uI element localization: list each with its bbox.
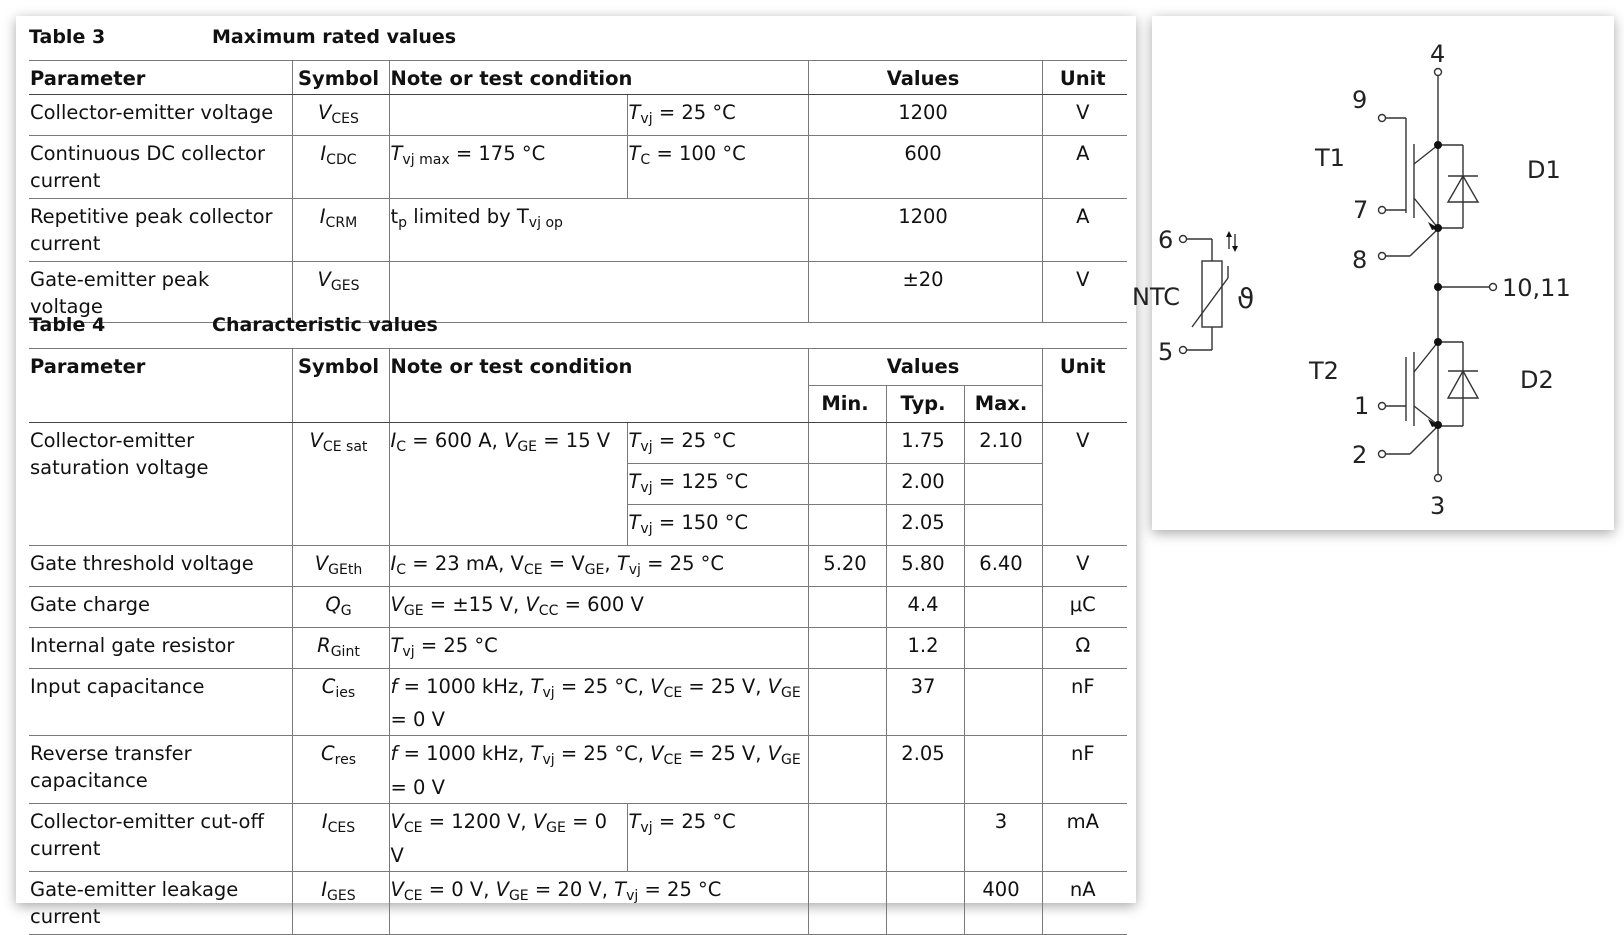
symbol-cell: $I_{CRM}$ xyxy=(292,198,389,261)
header-note: Note or test condition xyxy=(389,61,808,95)
unit-cell: V xyxy=(1042,423,1127,546)
typ-cell xyxy=(886,804,964,872)
pin-2-label: 2 xyxy=(1352,441,1368,469)
ntc-label: NTC xyxy=(1132,283,1180,311)
symbol-cell: $V_{CE sat}$ xyxy=(292,423,389,546)
table3-header-row xyxy=(29,61,1127,95)
condition-cell: $I_C = 23$ mA, $V_{CE} = V_{GE}$, $T_{vj} = 25$ °C xyxy=(389,545,808,586)
symbol-cell: $C_{res}$ xyxy=(292,736,389,804)
header-note: Note or test condition xyxy=(389,349,808,423)
table-row xyxy=(29,198,1127,261)
table-row xyxy=(29,627,1127,668)
param-cell: Internal gate resistor xyxy=(29,627,292,668)
max-cell: 2.10 xyxy=(964,423,1042,464)
header-unit: Unit xyxy=(1042,349,1127,423)
t2-label: T2 xyxy=(1309,357,1339,385)
header-values: Values xyxy=(808,61,1042,95)
typ-cell: 4.4 xyxy=(886,586,964,627)
unit-cell: Ω xyxy=(1042,627,1127,668)
max-cell xyxy=(964,463,1042,504)
typ-cell: 2.05 xyxy=(886,736,964,804)
param-cell: Collector-emitter cut-off current xyxy=(29,804,292,872)
unit-cell: A xyxy=(1042,198,1127,261)
max-cell xyxy=(964,504,1042,545)
unit-cell: A xyxy=(1042,135,1127,198)
condition-cell: $V_{CE} = 1200$ V, $V_{GE} = 0$ V xyxy=(389,804,627,872)
header-values: Values xyxy=(808,349,1042,386)
min-cell xyxy=(808,463,886,504)
circuit-diagram xyxy=(1132,16,1614,530)
theta-label: ϑ xyxy=(1237,282,1255,315)
symbol-cell: $V_{GEth}$ xyxy=(292,545,389,586)
header-unit: Unit xyxy=(1042,61,1127,95)
min-cell xyxy=(808,586,886,627)
condition-cell: $T_{vj} = 25$ °C xyxy=(389,627,808,668)
table-row xyxy=(29,261,1127,322)
value-cell: 1200 xyxy=(808,95,1042,136)
param-cell: Gate-emitter peak voltage xyxy=(29,261,292,322)
d1-label: D1 xyxy=(1527,156,1561,184)
min-cell xyxy=(808,504,886,545)
unit-cell: nF xyxy=(1042,668,1127,736)
t1-label: T1 xyxy=(1315,144,1345,172)
value-cell: 600 xyxy=(808,135,1042,198)
symbol-cell: $V_{GES}$ xyxy=(292,261,389,322)
pin-6-label: 6 xyxy=(1158,226,1174,254)
table4-characteristic-values xyxy=(29,348,1127,935)
pin-1-label: 1 xyxy=(1354,392,1370,420)
typ-cell: 2.00 xyxy=(886,463,964,504)
symbol-cell: $Q_G$ xyxy=(292,586,389,627)
condition-temp-cell: $T_{vj} = 25$ °C xyxy=(627,95,808,136)
unit-cell: mA xyxy=(1042,804,1127,872)
unit-cell: V xyxy=(1042,95,1127,136)
table-row xyxy=(29,736,1127,804)
condition-cell: $I_C = 600$ A, $V_{GE} = 15$ V xyxy=(389,423,627,546)
table4-caption: Characteristic values xyxy=(212,314,438,336)
param-cell: Repetitive peak collector current xyxy=(29,198,292,261)
header-parameter: Parameter xyxy=(29,61,292,95)
table3-label: Table 3 xyxy=(29,26,106,48)
condition-cell: $V_{CE} = 0$ V, $V_{GE} = 20$ V, $T_{vj} = 25$ °C xyxy=(389,872,808,935)
value-cell: 1200 xyxy=(808,198,1042,261)
symbol-cell: $R_{Gint}$ xyxy=(292,627,389,668)
typ-cell: 2.05 xyxy=(886,504,964,545)
max-cell: 400 xyxy=(964,872,1042,935)
min-cell xyxy=(808,804,886,872)
tables-panel xyxy=(16,16,1136,929)
table4-title xyxy=(29,314,438,336)
min-cell xyxy=(808,736,886,804)
param-cell: Collector-emitter voltage xyxy=(29,95,292,136)
header-max: Max. xyxy=(964,386,1042,423)
condition-temp-cell: $T_{vj} = 25$ °C xyxy=(627,423,808,464)
header-symbol: Symbol xyxy=(292,349,389,423)
min-cell xyxy=(808,627,886,668)
condition-cell: f = 1000 kHz, $T_{vj} = 25$ °C, $V_{CE} = 25$ V, $V_{GE} = 0$ V xyxy=(389,736,808,804)
condition-cell: $T_{vj max} = 175$ °C xyxy=(389,135,627,198)
max-cell: 3 xyxy=(964,804,1042,872)
max-cell xyxy=(964,736,1042,804)
condition-temp-cell: $T_{vj} = 25$ °C xyxy=(627,804,808,872)
param-cell: Input capacitance xyxy=(29,668,292,736)
unit-cell: V xyxy=(1042,545,1127,586)
header-parameter: Parameter xyxy=(29,349,292,423)
condition-cell: f = 1000 kHz, $T_{vj} = 25$ °C, $V_{CE} = 25$ V, $V_{GE} = 0$ V xyxy=(389,668,808,736)
header-symbol: Symbol xyxy=(292,61,389,95)
pin-7-label: 7 xyxy=(1353,196,1369,224)
param-cell: Collector-emitter saturation voltage xyxy=(29,423,292,546)
pin-4-label: 4 xyxy=(1430,40,1446,68)
condition-cell: $t_p$ limited by $T_{vj op}$ xyxy=(389,198,808,261)
max-cell xyxy=(964,586,1042,627)
typ-cell: 37 xyxy=(886,668,964,736)
typ-cell: 1.2 xyxy=(886,627,964,668)
typ-cell xyxy=(886,872,964,935)
table3-title xyxy=(29,26,457,48)
symbol-cell: $I_{CDC}$ xyxy=(292,135,389,198)
unit-cell: μC xyxy=(1042,586,1127,627)
param-cell: Reverse transfer capacitance xyxy=(29,736,292,804)
table-row xyxy=(29,95,1127,136)
min-cell xyxy=(808,872,886,935)
value-cell: ±20 xyxy=(808,261,1042,322)
symbol-cell: $I_{CES}$ xyxy=(292,804,389,872)
max-cell xyxy=(964,668,1042,736)
table3-maximum-rated-values xyxy=(29,60,1127,323)
table4-label: Table 4 xyxy=(29,314,106,336)
pin-9-label: 9 xyxy=(1352,86,1368,114)
circuit-wires xyxy=(1180,69,1497,482)
condition-cell xyxy=(389,261,808,322)
param-cell: Gate-emitter leakage current xyxy=(29,872,292,935)
table-row xyxy=(29,135,1127,198)
condition-temp-cell: $T_{vj} = 150$ °C xyxy=(627,504,808,545)
table-row xyxy=(29,586,1127,627)
typ-cell: 5.80 xyxy=(886,545,964,586)
typ-cell: 1.75 xyxy=(886,423,964,464)
table-row xyxy=(29,804,1127,872)
min-cell xyxy=(808,668,886,736)
condition-temp-cell: $T_{vj} = 125$ °C xyxy=(627,463,808,504)
max-cell xyxy=(964,627,1042,668)
table-row xyxy=(29,668,1127,736)
d2-label: D2 xyxy=(1520,366,1554,394)
condition-cell: $V_{GE} = \pm 15$ V, $V_{CC} = 600$ V xyxy=(389,586,808,627)
pin-10-11-label: 10,11 xyxy=(1502,274,1571,302)
param-cell: Gate threshold voltage xyxy=(29,545,292,586)
pin-3-label: 3 xyxy=(1430,492,1446,520)
circuit-junctions xyxy=(1226,141,1442,429)
pin-5-label: 5 xyxy=(1158,338,1174,366)
param-cell: Gate charge xyxy=(29,586,292,627)
symbol-cell: $C_{ies}$ xyxy=(292,668,389,736)
max-cell: 6.40 xyxy=(964,545,1042,586)
header-min: Min. xyxy=(808,386,886,423)
header-typ: Typ. xyxy=(886,386,964,423)
pin-8-label: 8 xyxy=(1352,246,1368,274)
symbol-cell: $I_{GES}$ xyxy=(292,872,389,935)
symbol-cell: $V_{CES}$ xyxy=(292,95,389,136)
unit-cell: V xyxy=(1042,261,1127,322)
table-row xyxy=(29,872,1127,935)
table3-caption: Maximum rated values xyxy=(212,26,457,48)
condition-cell xyxy=(389,95,627,136)
table-row xyxy=(29,545,1127,586)
condition-temp-cell: $T_C = 100$ °C xyxy=(627,135,808,198)
unit-cell: nA xyxy=(1042,872,1127,935)
param-cell: Continuous DC collector current xyxy=(29,135,292,198)
circuit-diagram-panel xyxy=(1132,16,1614,530)
table-row xyxy=(29,423,1127,464)
min-cell xyxy=(808,423,886,464)
min-cell: 5.20 xyxy=(808,545,886,586)
table4-header-row xyxy=(29,349,1127,386)
unit-cell: nF xyxy=(1042,736,1127,804)
